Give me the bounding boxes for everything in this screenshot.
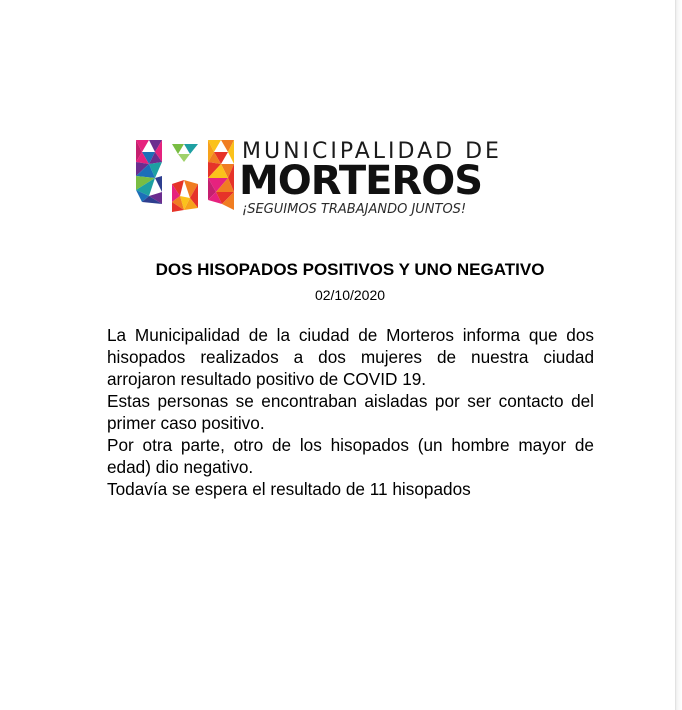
logo-morteros-text: MORTEROS	[239, 158, 483, 204]
logo-tagline: ¡SEGUIMOS TRABAJANDO JUNTOS!	[242, 202, 467, 217]
document-title: DOS HISOPADOS POSITIVOS Y UNO NEGATIVO	[155, 260, 545, 279]
page-edge-shadow	[675, 0, 682, 710]
morteros-m-logo-icon	[136, 140, 234, 216]
paragraph: Todavía se espera el resultado de 11 hisopados	[107, 479, 471, 499]
paragraph: Estas personas se encontraban aisladas por ser contacto del primer caso positivo.	[107, 391, 594, 433]
logo-municipalidad-text: MUNICIPALIDAD DE	[242, 139, 502, 164]
paragraph: Por otra parte, otro de los hisopados (un hombre mayor de edad) dio negativo.	[107, 435, 594, 477]
municipality-logo	[136, 140, 511, 220]
document-date: 02/10/2020	[314, 287, 386, 303]
document-body	[107, 324, 594, 500]
paragraph: La Municipalidad de la ciudad de Morteros informa que dos hisopados realizados a dos mujeres de nuestra ciudad arrojaron resultado positivo de COVID 19.	[107, 325, 594, 389]
